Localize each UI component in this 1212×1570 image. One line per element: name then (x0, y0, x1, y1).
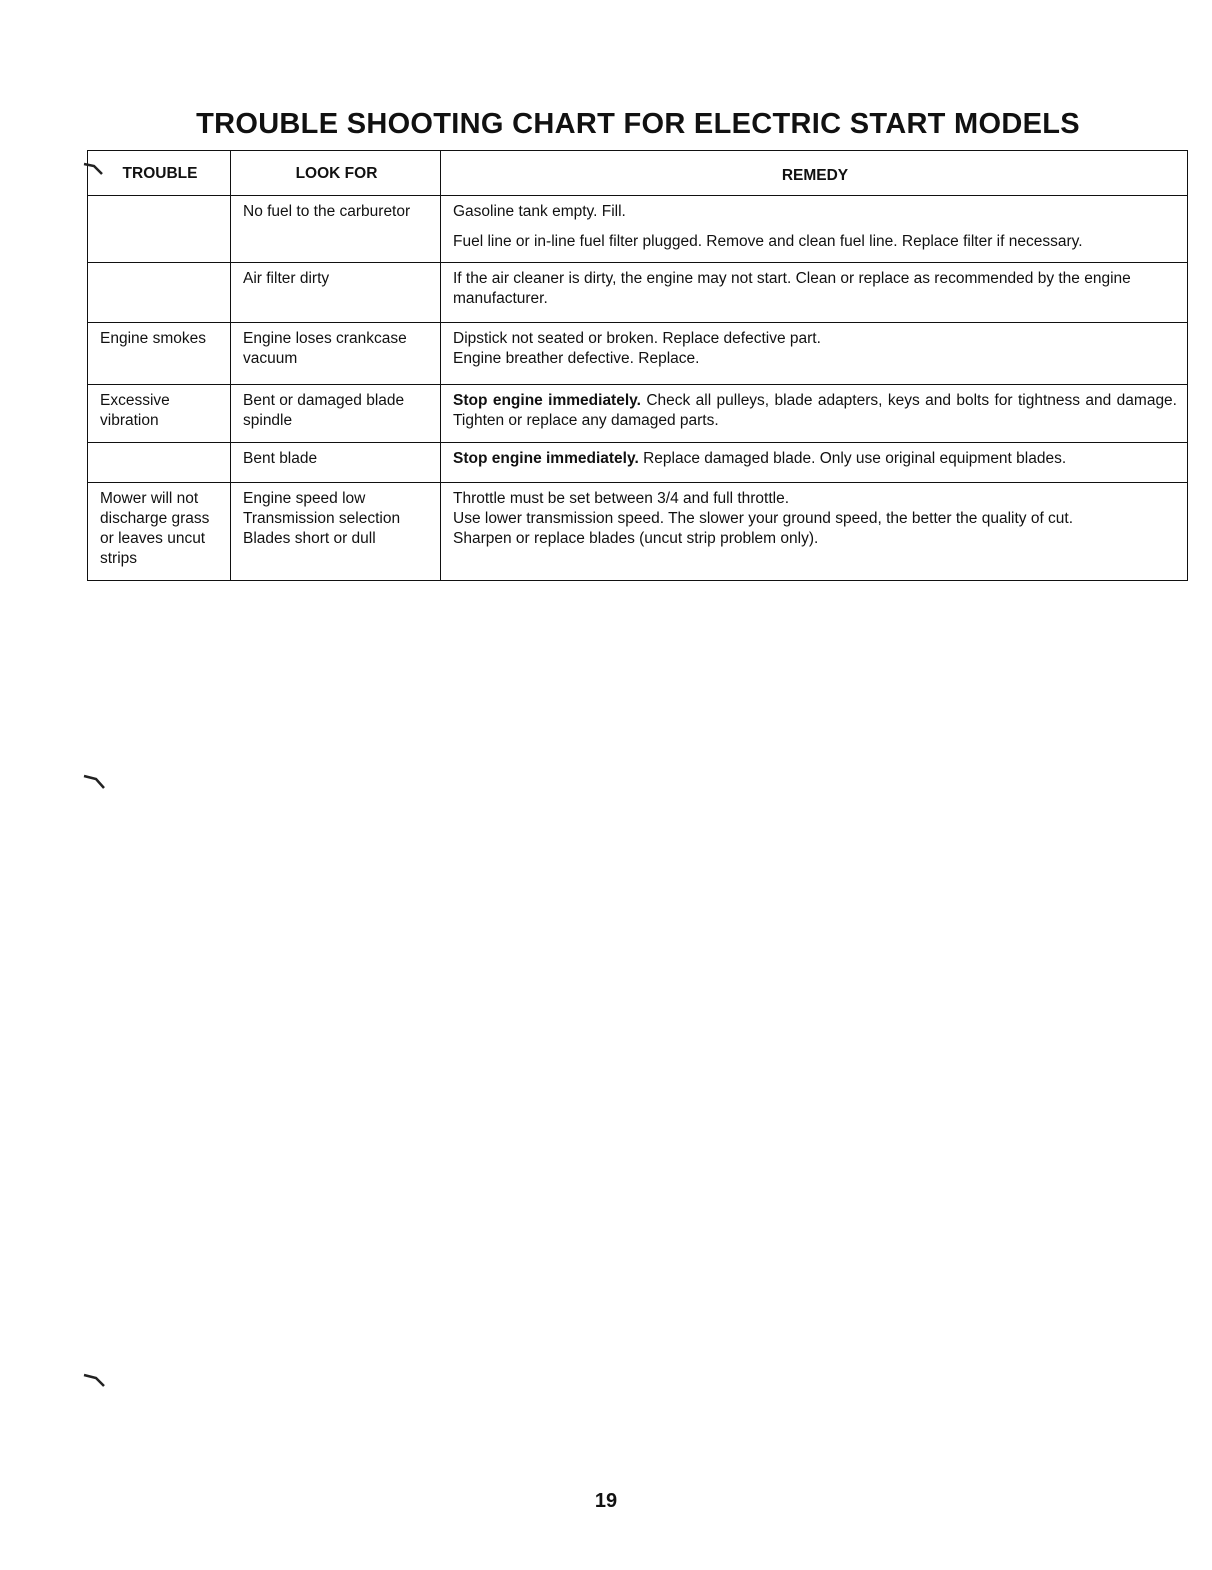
remedy-text: Replace damaged blade. Only use original equipment blades. (638, 450, 1067, 467)
trouble-cell-empty (88, 263, 231, 323)
look-for-cell (231, 483, 441, 581)
look-for-line: Engine speed low (243, 490, 366, 507)
look-for-line: Transmission selection (243, 510, 401, 527)
remedy-cell: If the air cleaner is dirty, the engine may not start. Clean or replace as recommended by the engine manufacturer. (441, 263, 1188, 323)
remedy-line: Use lower transmission speed. The slower your ground speed, the better the quality of cut. (453, 510, 1074, 527)
remedy-cell (441, 323, 1188, 385)
scan-artifact-mark (82, 772, 112, 792)
remedy-cell (441, 483, 1188, 581)
trouble-cell-empty (88, 196, 231, 263)
remedy-line: Throttle must be set between 3/4 and full throttle. (453, 490, 790, 507)
trouble-cell-empty (88, 443, 231, 483)
look-for-cell: Bent or damaged blade spindle (231, 385, 441, 443)
remedy-cell (441, 443, 1188, 483)
stop-engine-warning: Stop engine immediately. (453, 450, 639, 467)
trouble-cell: Engine smokes (88, 323, 231, 385)
look-for-cell: No fuel to the carburetor (231, 196, 441, 263)
trouble-cell: Excessive vibration (88, 385, 231, 443)
header-look-for: LOOK FOR (231, 151, 441, 196)
look-for-cell: Bent blade (231, 443, 441, 483)
table-row (88, 385, 1188, 443)
look-for-cell: Air filter dirty (231, 263, 441, 323)
table-row (88, 323, 1188, 385)
stop-engine-warning: Stop engine immediately. (453, 392, 641, 409)
remedy-line: Sharpen or replace blades (uncut strip problem only). (453, 530, 819, 547)
remedy-line: Gasoline tank empty. Fill. (453, 203, 626, 220)
remedy-text: Check all pulleys, blade adapters, keys and bolts for tightness and damage. Tighten or replace any damaged parts. (453, 392, 1177, 429)
remedy-line: Engine breather defective. Replace. (453, 350, 700, 367)
table-row (88, 483, 1188, 581)
remedy-cell (441, 196, 1188, 263)
look-for-line: Blades short or dull (243, 530, 376, 547)
page-title: TROUBLE SHOOTING CHART FOR ELECTRIC START MODELS (196, 108, 1080, 140)
scan-artifact-mark (82, 160, 112, 180)
page-number: 19 (594, 1490, 618, 1512)
table-header-row (88, 151, 1188, 196)
scan-artifact-mark (82, 1370, 112, 1390)
table-row (88, 263, 1188, 323)
remedy-cell (441, 385, 1188, 443)
remedy-line: Dipstick not seated or broken. Replace defective part. (453, 330, 821, 347)
trouble-cell: Mower will not discharge grass or leaves uncut strips (88, 483, 231, 581)
remedy-line: Fuel line or in-line fuel filter plugged. Remove and clean fuel line. Replace filter if necessary. (453, 233, 1083, 250)
header-remedy: REMEDY (441, 151, 1188, 196)
table-row (88, 443, 1188, 483)
look-for-cell: Engine loses crankcase vacuum (231, 323, 441, 385)
trouble-shooting-table (87, 150, 1188, 581)
header-trouble: TROUBLE (88, 151, 231, 196)
table-row (88, 196, 1188, 263)
